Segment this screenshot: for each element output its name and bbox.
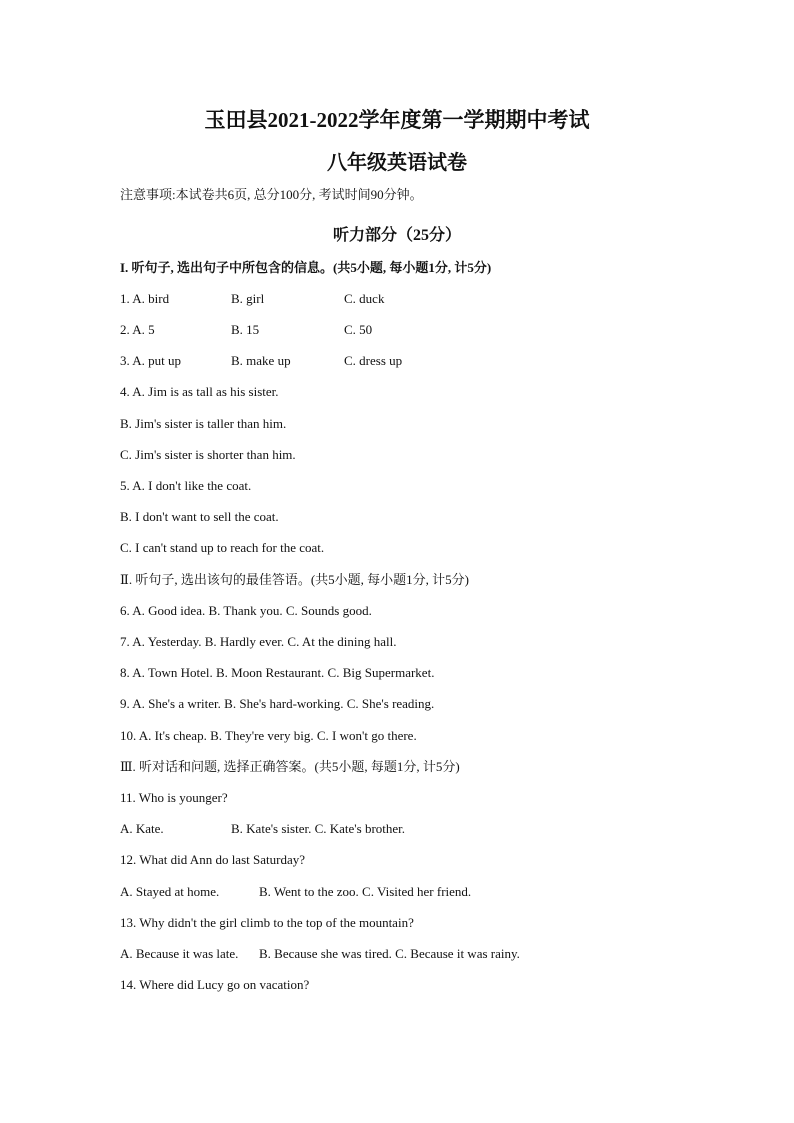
q8-options: 8. A. Town Hotel. B. Moon Restaurant. C. Big Supermarket. bbox=[120, 665, 435, 680]
q9-options: 9. A. She's a writer. B. She's hard-working. C. She's reading. bbox=[120, 696, 435, 711]
part2-instruction: Ⅱ. 听句子, 选出该句的最佳答语。(共5小题, 每小题1分, 计5分) bbox=[120, 572, 469, 587]
q11-option-a: A. Kate. bbox=[120, 821, 164, 836]
q14-question: 14. Where did Lucy go on vacation? bbox=[120, 977, 310, 992]
q5-option-a: 5. A. I don't like the coat. bbox=[120, 478, 252, 493]
q5-option-b: B. I don't want to sell the coat. bbox=[120, 509, 279, 524]
exam-note: 注意事项:本试卷共6页, 总分100分, 考试时间90分钟。 bbox=[120, 187, 423, 202]
q13-question: 13. Why didn't the girl climb to the top of the mountain? bbox=[120, 915, 414, 930]
q12-option-a: A. Stayed at home. bbox=[120, 884, 220, 899]
q4-option-a: 4. A. Jim is as tall as his sister. bbox=[120, 384, 279, 399]
q4-option-b: B. Jim's sister is taller than him. bbox=[120, 416, 287, 431]
q11-question: 11. Who is younger? bbox=[120, 790, 228, 805]
q13-options-bc: B. Because she was tired. C. Because it was rainy. bbox=[259, 946, 520, 961]
exam-title: 玉田县2021-2022学年度第一学期期中考试 bbox=[204, 108, 590, 132]
q2-option-b: B. 15 bbox=[231, 322, 260, 337]
exam-subtitle: 八年级英语试卷 bbox=[327, 152, 467, 174]
q1-option-c: C. duck bbox=[344, 291, 385, 306]
part3-instruction: Ⅲ. 听对话和问题, 选择正确答案。(共5小题, 每题1分, 计5分) bbox=[120, 759, 460, 774]
q10-options: 10. A. It's cheap. B. They're very big. C. I won't go there. bbox=[120, 728, 417, 743]
q1-option-a: 1. A. bird bbox=[120, 291, 170, 306]
part1-instruction: I. 听句子, 选出句子中所包含的信息。(共5小题, 每小题1分, 计5分) bbox=[120, 260, 492, 275]
q7-options: 7. A. Yesterday. B. Hardly ever. C. At the dining hall. bbox=[120, 634, 397, 649]
q3-option-c: C. dress up bbox=[344, 353, 403, 368]
q11-options-bc: B. Kate's sister. C. Kate's brother. bbox=[231, 821, 406, 836]
q3-option-b: B. make up bbox=[231, 353, 291, 368]
q4-option-c: C. Jim's sister is shorter than him. bbox=[120, 447, 296, 462]
q3-option-a: 3. A. put up bbox=[120, 353, 182, 368]
q12-question: 12. What did Ann do last Saturday? bbox=[120, 852, 305, 867]
q1-option-b: B. girl bbox=[231, 291, 265, 306]
q2-option-c: C. 50 bbox=[344, 322, 373, 337]
q6-options: 6. A. Good idea. B. Thank you. C. Sounds good. bbox=[120, 603, 372, 618]
q13-option-a: A. Because it was late. bbox=[120, 946, 239, 961]
q5-option-c: C. I can't stand up to reach for the coat. bbox=[120, 540, 325, 555]
q12-options-bc: B. Went to the zoo. C. Visited her friend. bbox=[259, 884, 472, 899]
listening-heading: 听力部分（25分） bbox=[332, 227, 461, 244]
q2-option-a: 2. A. 5 bbox=[120, 322, 155, 337]
